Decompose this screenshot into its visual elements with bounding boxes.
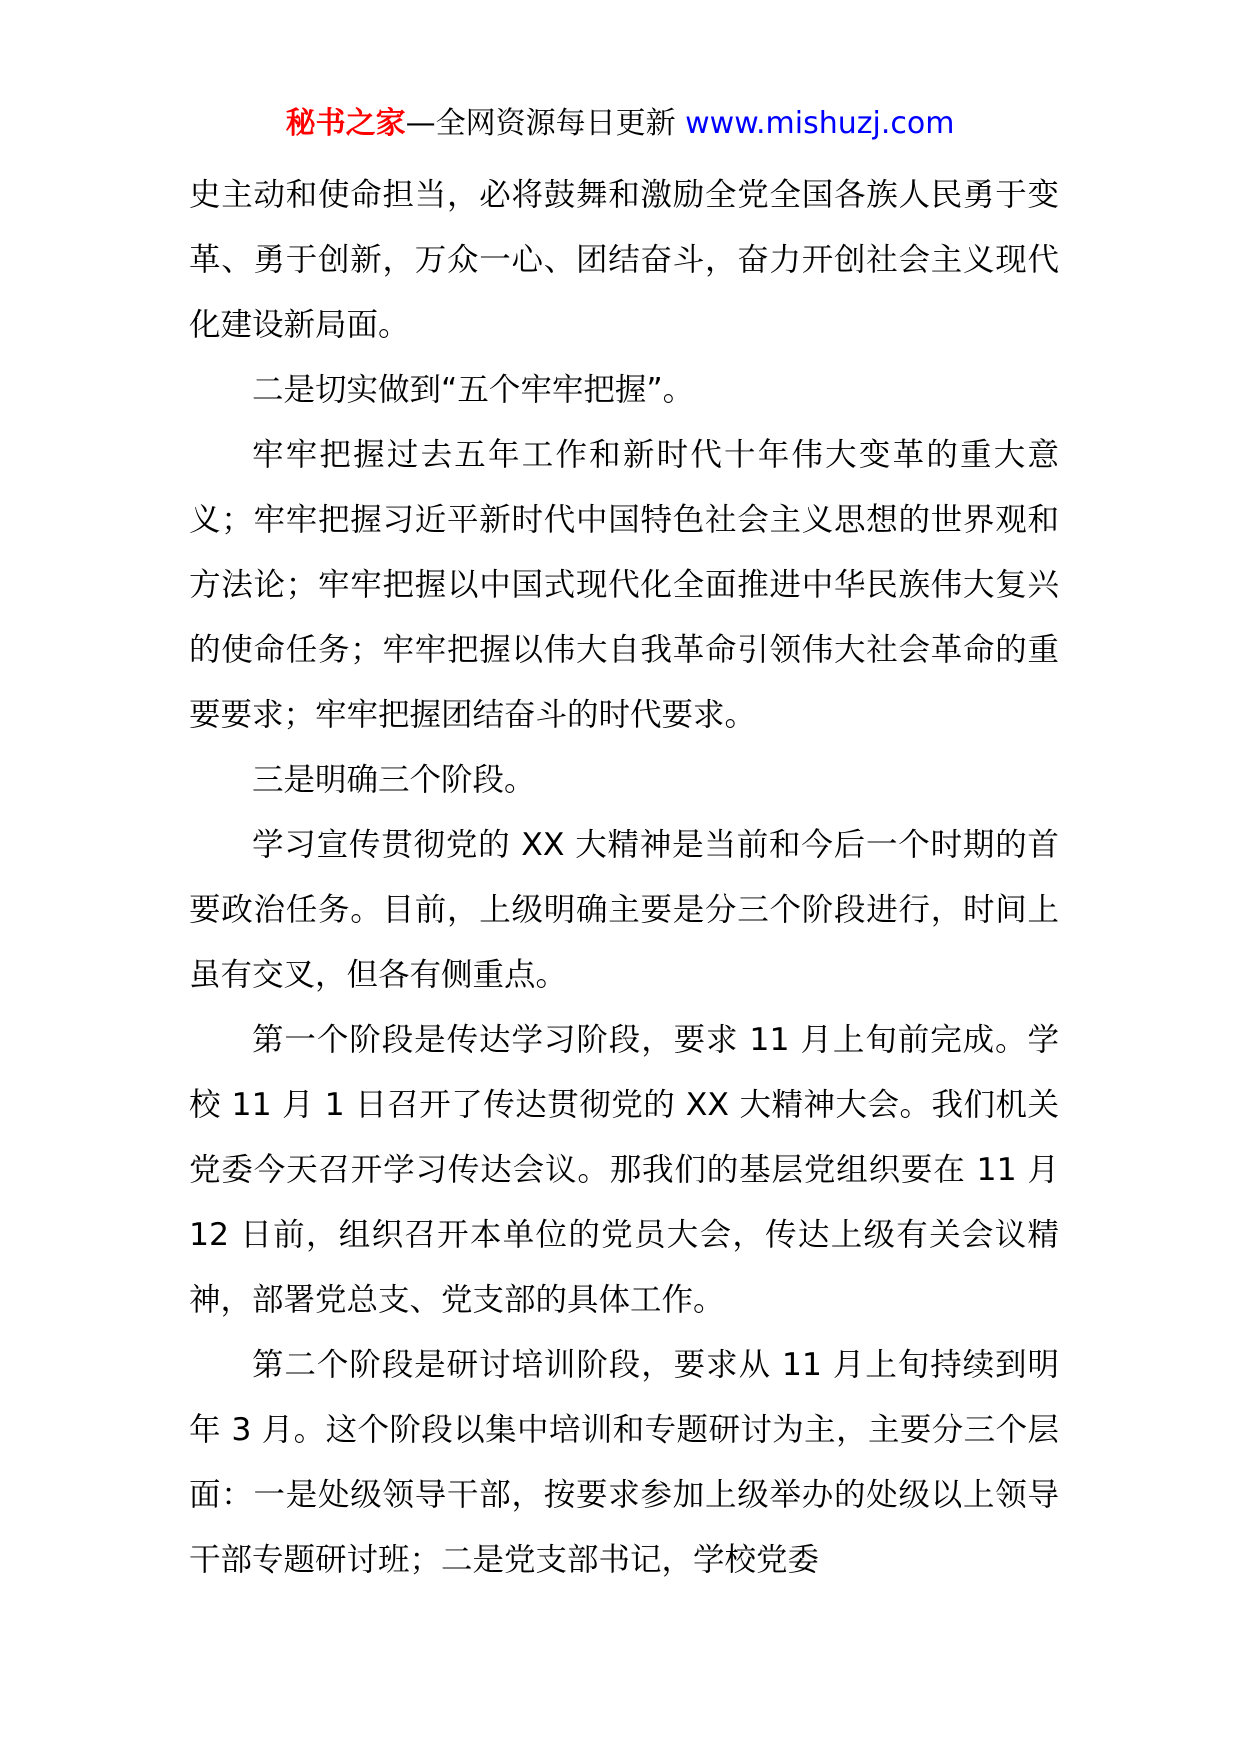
section-heading-three: 三是明确三个阶段。: [252, 762, 536, 798]
paragraph-continuation: 史主动和使命担当，必将鼓舞和激励全党全国各族人民勇于变革、勇于创新，万众一心、团结奋斗，奋力开创社会主义现代化建设新局面。: [189, 177, 1059, 343]
document-body: [189, 163, 1059, 1593]
paragraph-stage-two: 第二个阶段是研讨培训阶段，要求从 11 月上旬持续到明年 3 月。这个阶段以集中培训和专题研讨为主，主要分三个层面：一是处级领导干部，按要求参加上级举办的处级以上领导干部专题研讨班；二是党支部书记，学校党委: [189, 1347, 1059, 1578]
paragraph-three-stages: 学习宣传贯彻党的 XX 大精神是当前和今后一个时期的首要政治任务。目前，上级明确主要是分三个阶段进行，时间上虽有交叉，但各有侧重点。: [189, 827, 1059, 993]
paragraph-stage-one: 第一个阶段是传达学习阶段，要求 11 月上旬前完成。学校 11 月 1 日召开了传达贯彻党的 XX 大精神大会。我们机关党委今天召开学习传达会议。那我们的基层党组织要在 11 月 12 日前，组织召开本单位的党员大会，传达上级有关会议精神，部署党总支、党支部的具体工作。: [189, 1022, 1059, 1318]
brand-name: 秘书之家: [285, 106, 406, 141]
paragraph-five-grasps: 牢牢把握过去五年工作和新时代十年伟大变革的重大意义；牢牢把握习近平新时代中国特色社会主义思想的世界观和方法论；牢牢把握以中国式现代化全面推进中华民族伟大复兴的使命任务；牢牢把握以伟大自我革命引领伟大社会革命的重要要求；牢牢把握团结奋斗的时代要求。: [189, 437, 1059, 733]
section-heading-two: 二是切实做到“五个牢牢把握”。: [252, 372, 695, 408]
header-tagline: —全网资源每日更新: [405, 106, 676, 141]
website-link[interactable]: www.mishuzj.com: [685, 106, 955, 141]
page-header: [0, 100, 1240, 148]
